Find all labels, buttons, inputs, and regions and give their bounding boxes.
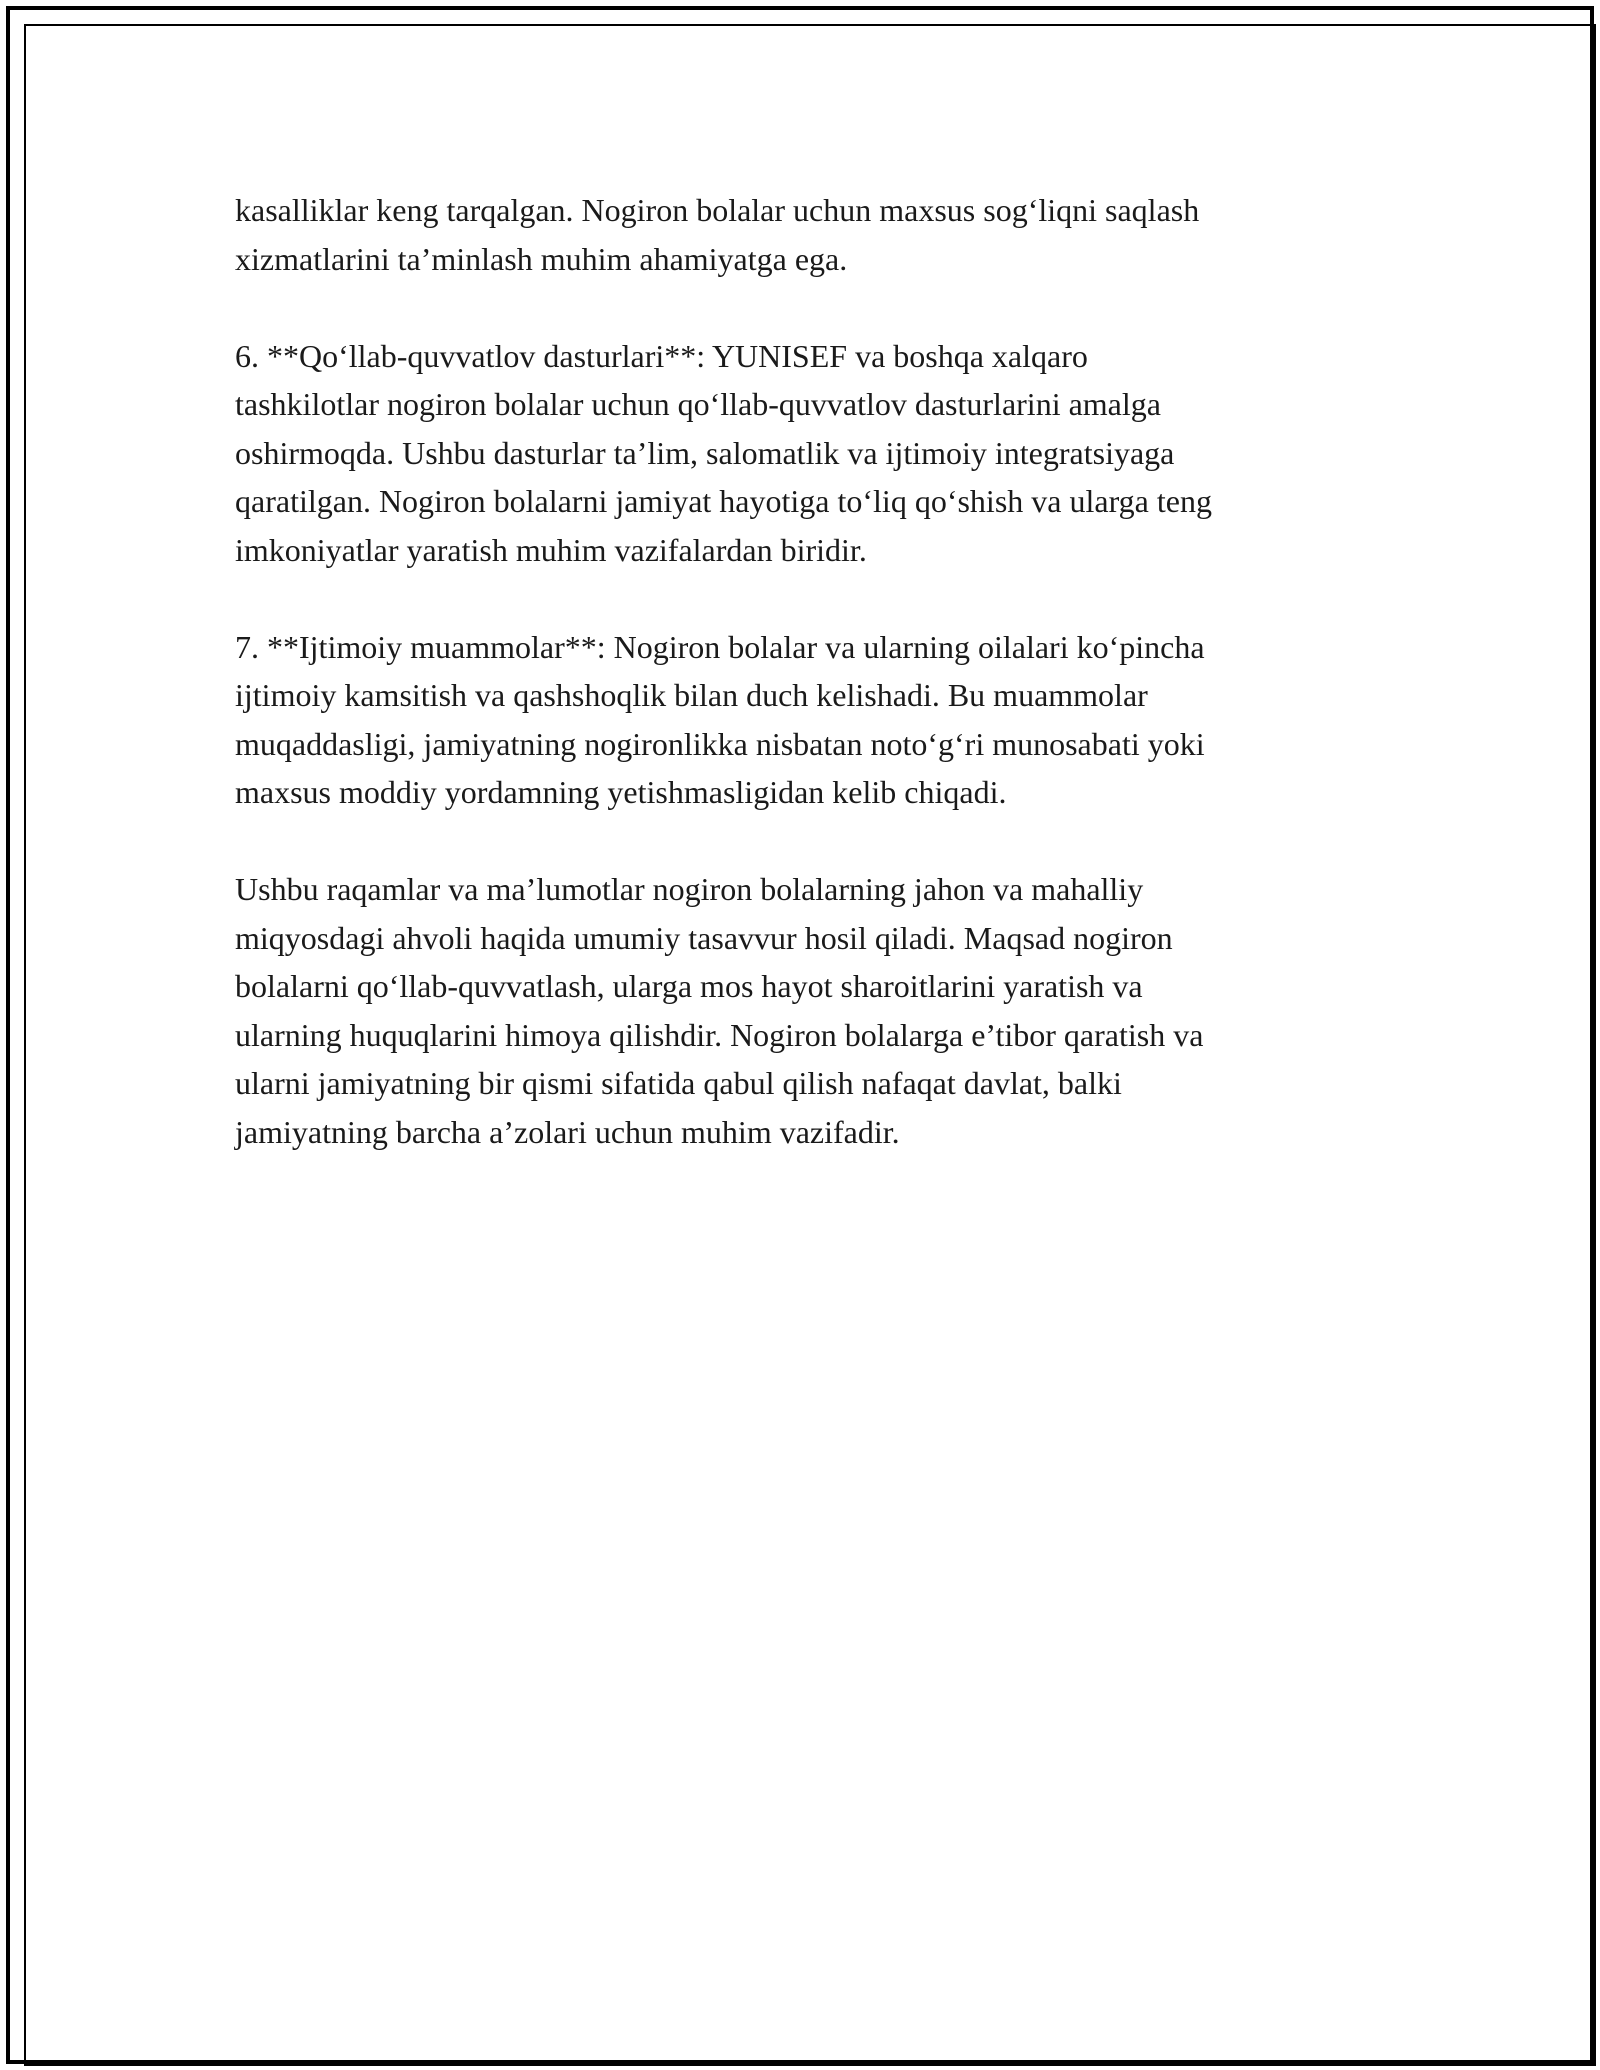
paragraph-support-programs: 6. **Qo‘llab-quvvatlov dasturlari**: YUNISEF va boshqa xalqaro tashkilotlar nogiron bolalar uchun qo‘llab-quvvatlov dasturlarini amalga oshirmoqda. Ushbu dasturlar ta’lim, salomatlik va ijtimoiy integratsiyaga qaratilgan. Nogiron bolalarni jamiyat hayotiga to‘liq qo‘shish va ularga teng imkoniyatlar yaratish muhim vazifalardan biridir.: [235, 337, 1212, 568]
paragraph-conclusion: Ushbu raqamlar va ma’lumotlar nogiron bolalarning jahon va mahalliy miqyosdagi ahvoli haqida umumiy tasavvur hosil qiladi. Maqsad nogiron bolalarni qo‘llab-quvvatlash, ularga mos hayot sharoitlarini yaratish va ularning huquqlarini himoya qilishdir. Nogiron bolalarga e’tibor qaratish va ularni jamiyatning bir qismi sifatida qabul qilish nafaqat davlat, balki jamiyatning barcha a’zolari uchun muhim vazifadir.: [235, 871, 1204, 1150]
paragraph-social-problems: 7. **Ijtimoiy muammolar**: Nogiron bolalar va ularning oilalari ko‘pincha ijtimoiy kamsitish va qashshoqlik bilan duch kelishadi. Bu muammolar muqaddasligi, jamiyatning nogironlikka nisbatan noto‘g‘ri munosabati yoki maxsus moddiy yordamning yetishmasligidan kelib chiqadi.: [235, 628, 1205, 810]
paragraph-health-services: kasalliklar keng tarqalgan. Nogiron bolalar uchun maxsus sog‘liqni saqlash xizmatlarini ta’minlash muhim ahamiyatga ega.: [235, 192, 1200, 277]
document-body: [235, 186, 1395, 1205]
